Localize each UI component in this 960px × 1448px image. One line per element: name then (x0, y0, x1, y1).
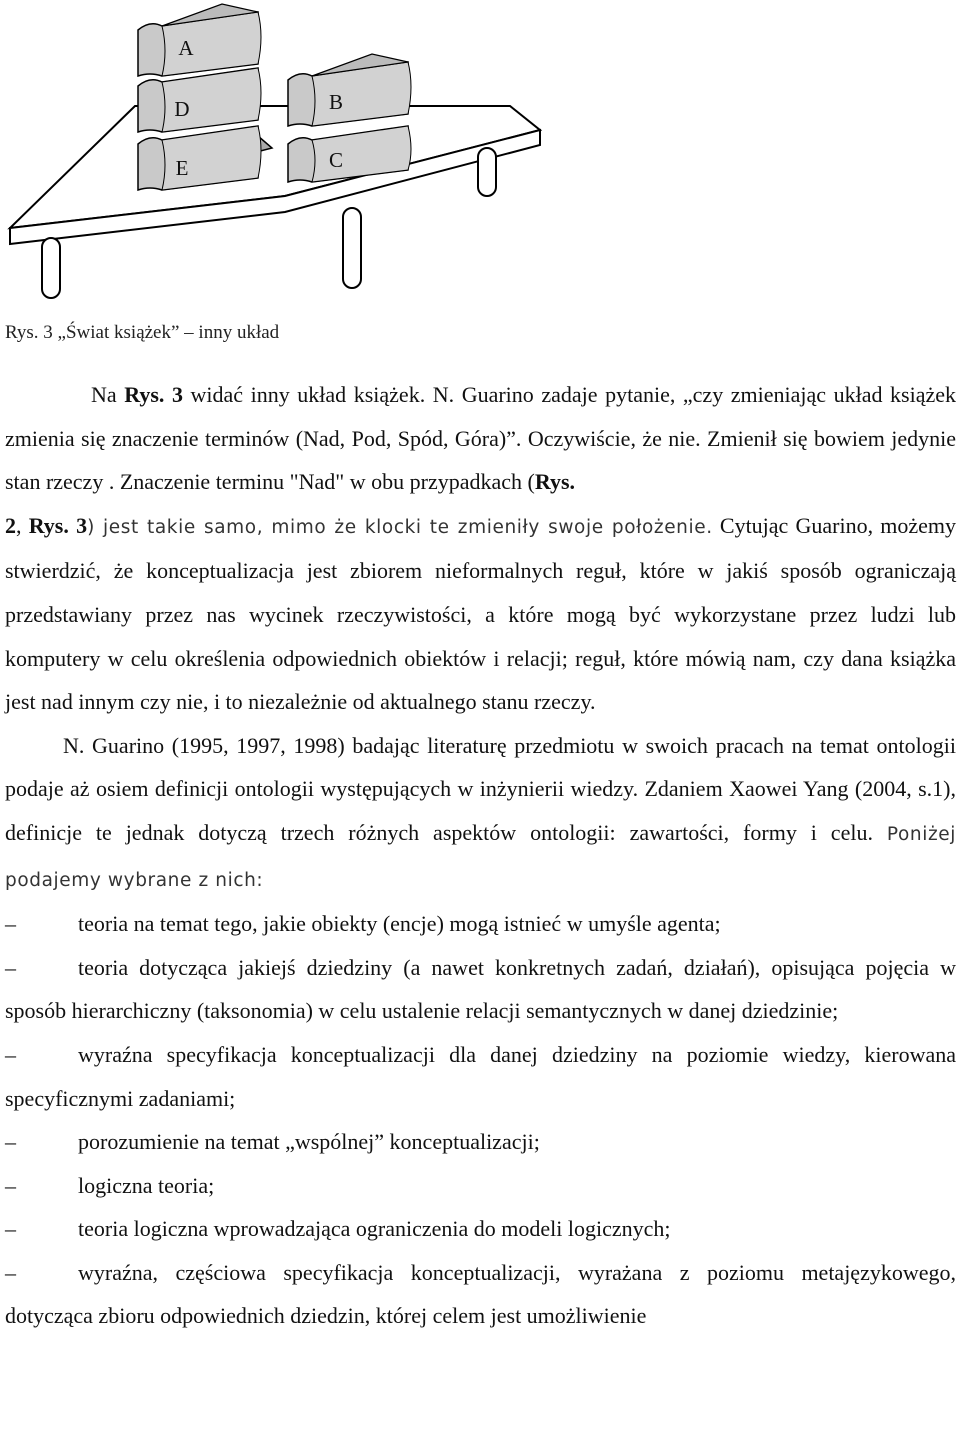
list-item (5, 902, 956, 946)
p1-ref-2: Rys. (534, 469, 576, 495)
p1-comma: , (16, 512, 29, 538)
dash-marker: – (5, 1172, 16, 1198)
books-on-table-figure (0, 0, 960, 310)
list-item-text: teoria na temat tego, jakie obiekty (encje) mogą istnieć w umyśle agenta; (78, 911, 721, 937)
table (10, 106, 540, 298)
list-item (5, 1251, 956, 1338)
list-item (5, 1164, 956, 1208)
p2-text-1: N. Guarino (1995, 1997, 1998) badając literaturę przedmiotu w swoich pracach na temat ontologii podaje aż osiem definicji ontologii występujących w inżynierii wiedzy. Zdaniem Xaowei Yang (2004, s.1), definicje te jednak dotyczą trzech różnych aspektów ontologii: zawartości, formy i celu. (5, 732, 956, 845)
figure-caption: Rys. 3 „Świat książek” – inny układ (5, 322, 280, 343)
book-a (138, 4, 261, 76)
p1-ref-5: 3 (76, 512, 88, 538)
dash-marker: – (5, 1129, 16, 1155)
book-b (288, 54, 411, 126)
list-item (5, 1120, 956, 1164)
dash-marker: – (5, 1041, 16, 1067)
list-item-text: teoria logiczna wprowadzająca ograniczenia do modeli logicznych; (78, 1216, 671, 1242)
book-a-label: A (178, 36, 194, 60)
list-item-text: logiczna teoria; (78, 1172, 215, 1198)
dash-marker: – (5, 1259, 16, 1285)
p1-ref-4: Rys. (28, 512, 69, 538)
dash-marker: – (5, 911, 16, 937)
list-item-text: teoria dotycząca jakiejś dziedziny (a nawet konkretnych zadań, działań), opisująca pojęcia w sposób hierarchiczny (taksonomia) w celu ustalenie relacji semantycznych w danej dziedzinie; (5, 954, 956, 1024)
dash-marker: – (5, 954, 16, 980)
p1-text-sans: ) jest takie samo, mimo że klocki te zmieniły swoje położenie. (87, 516, 713, 538)
list-item (5, 946, 956, 1033)
p1-text-1: Na (91, 382, 125, 407)
paragraph-1 (5, 373, 956, 724)
list-item (5, 1033, 956, 1120)
paragraph-2 (5, 724, 956, 902)
body-text (5, 373, 956, 1338)
list-item-text: wyraźna specyfikacja konceptualizacji dla danej dziedziny na poziomie wiedzy, kierowana specyficznymi zadaniami; (5, 1041, 956, 1111)
p1-text-2: widać inny układ książek. N. Guarino zadaje pytanie, „czy zmieniając układ książek zmienia się znaczenie terminów (Nad, Pod, Spód, Góra)”. Oczywiście, że nie. Zmienił się bowiem jedynie stan rzeczy . Znaczenie terminu "Nad" w obu przypadkach ( (5, 382, 956, 495)
p1-text-3: Cytując Guarino, możemy stwierdzić, że konceptualizacja jest zbiorem nieformalnych reguł, które w jakiś sposób ograniczają przedstawiany przez nas wycinek rzeczywistości, a które mogą być wykorzystane przez ludzi lub komputery w celu określenia odpowiednich obiektów i relacji; reguł, które mówią nam, czy dana książka jest nad innym czy nie, i to niezależnie od aktualnego stanu rzeczy. (5, 512, 957, 715)
list-item-text: porozumienie na temat „wspólnej” konceptualizacji; (78, 1129, 540, 1155)
p1-space-2 (69, 513, 76, 538)
book-b-label: B (328, 90, 344, 114)
book-d (138, 68, 261, 132)
book-c-label: C (328, 148, 344, 172)
list-item (5, 1207, 956, 1251)
p1-ref-3: 2 (5, 512, 16, 538)
list-item-text: wyraźna, częściowa specyfikacja konceptualizacji, wyrażana z poziomu metajęzykowego, dotycząca zbioru odpowiednich dziedzin, której celem jest umożliwienie (5, 1259, 956, 1329)
book-e-label: E (175, 156, 189, 180)
p1-ref-1: Rys. 3 (124, 382, 183, 407)
book-d-label: D (174, 97, 190, 121)
p2-text-2: Poniżej podajemy wybrane z nich: (5, 823, 956, 891)
dash-marker: – (5, 1216, 16, 1242)
